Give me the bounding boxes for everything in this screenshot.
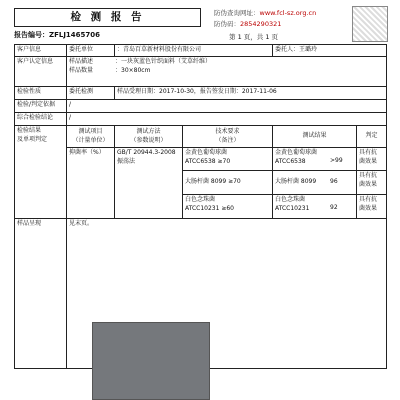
person-label: 委托人 [275,46,294,53]
result-value: >99 [330,157,343,164]
results-label: 检验结果 及单项判定 [15,126,67,219]
result-cell [273,171,357,195]
conclusion-value: / [67,113,387,126]
confirmed-info-row [15,57,387,87]
col-header-requirement: 技术要求 （备注） [183,126,273,148]
col-header-item: 测试项目 （计量单位） [67,126,115,148]
confirmed-label: 客户认定信息 [15,57,67,87]
verify-url-label: 防伪查询网址： [214,9,260,17]
confirmed-info [67,57,387,87]
result-line [275,149,354,166]
results-header-row [15,126,387,148]
sample-note: 见末页。 [67,219,387,369]
basis-label: 检验/判定依据 [15,100,67,113]
conclusion-label: 综合检验结论 [15,113,67,126]
unit-label: 委托单位 [67,45,115,57]
result-row [15,148,387,171]
result-line [275,196,354,213]
judgment-cell: 具有抗 菌效果 [357,148,387,171]
sample-desc-value: ：一块灰蓝色针织面料（艾草纤维） [115,58,212,65]
result-cell [273,195,357,219]
conclusion-row [15,113,387,126]
basis-row [15,100,387,113]
sample-label: 样品呈现 [15,219,67,369]
result-name: 大肠杆菌 8099 [275,178,317,186]
page-indicator: 第 1 页，共 1 页 [229,33,279,41]
judgment-cell: 具有抗 菌效果 [357,171,387,195]
requirement-cell: 白色念珠菌 ATCC10231 ≥60 [183,195,273,219]
client-label: 客户信息 [15,45,67,57]
person-value: ：王璐玲 [293,46,318,53]
qr-code-placeholder [352,6,388,42]
sample-desc-label: 样品描述 [69,58,94,65]
result-name: 金黄色葡萄球菌 ATCC6538 [275,149,318,165]
inspection-row [15,87,387,100]
judgment-cell: 具有抗 菌效果 [357,195,387,219]
col-header-method: 测试方法 （参数说明） [115,126,183,148]
sample-desc-line [69,58,384,67]
result-value: 92 [330,204,338,211]
client-person [273,45,387,57]
inspection-label: 检验性质 [15,87,67,100]
anti-fake-code-line [214,19,281,28]
test-method: GB/T 20944.3-2008 振荡法 [115,148,183,219]
result-name: 白色念珠菌 ATCC10231 [275,196,310,212]
result-value: 96 [330,178,338,186]
document-title: 检 测 报 告 [14,8,201,27]
sample-qty-label: 样品数量 [69,66,94,74]
client-row [15,45,387,57]
sample-qty-value: ：30×80cm [115,66,151,74]
result-cell [273,148,357,171]
report-number: 报告编号：ZFLJ1465706 [14,31,101,39]
report-header [14,6,386,42]
test-item: 抑菌率（%） [67,148,115,219]
report-table [14,44,387,369]
basis-value: / [67,100,387,113]
col-header-judgment: 判定 [357,126,387,148]
inspection-dates: 样品受理日期：2017-10-30，报告签发日期：2017-11-06 [115,87,387,100]
requirement-cell: 大肠杆菌 8099 ≥70 [183,171,273,195]
unit-value: ：青岛百草新材料股份有限公司 [115,45,273,57]
fabric-sample-photo [92,322,210,400]
anti-fake-code: 2854290321 [240,20,282,28]
anti-fake-code-label: 防伪码： [214,20,240,28]
verify-url-link[interactable]: www.fcl-sz.org.cn [259,9,317,17]
sample-qty-line [69,67,384,76]
requirement-cell: 金黄色葡萄球菌 ATCC6538 ≥70 [183,148,273,171]
verify-url-line [214,8,316,17]
col-header-result: 测试结果 [273,126,357,148]
result-line [275,178,354,187]
inspection-type: 委托检测 [67,87,115,100]
